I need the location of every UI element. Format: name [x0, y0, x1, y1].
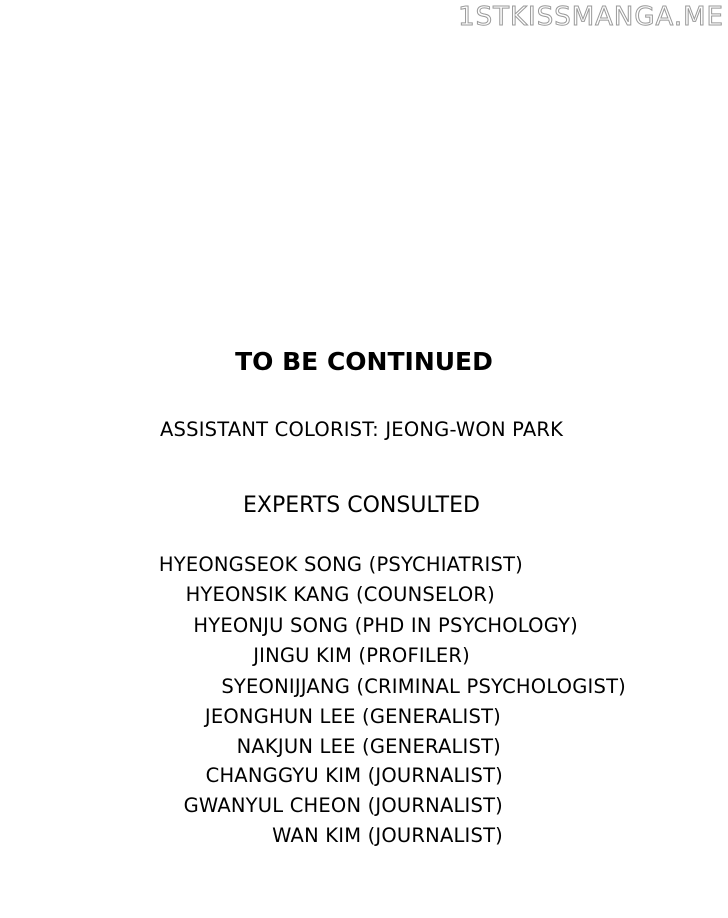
- assistant-colorist-credit: ASSISTANT COLORIST: JEONG-WON PARK: [160, 418, 564, 441]
- experts-heading: EXPERTS CONSULTED: [243, 493, 480, 518]
- expert-credit-line: NAKJUN LEE (GENERALIST): [236, 735, 501, 758]
- expert-credit-line: WAN KIM (JOURNALIST): [272, 824, 503, 847]
- expert-credit-line: HYEONGSEOK SONG (PSYCHIATRIST): [158, 553, 523, 576]
- to-be-continued-title: TO BE CONTINUED: [235, 347, 493, 376]
- expert-credit-line: HYEONJU SONG (PHD IN PSYCHOLOGY): [193, 614, 578, 637]
- expert-credit-line: JINGU KIM (PROFILER): [253, 644, 470, 667]
- expert-credit-line: SYEONIJJANG (CRIMINAL PSYCHOLOGIST): [221, 675, 626, 698]
- expert-credit-line: GWANYUL CHEON (JOURNALIST): [183, 794, 503, 817]
- expert-credit-line: JEONGHUN LEE (GENERALIST): [204, 705, 501, 728]
- expert-credit-line: HYEONSIK KANG (COUNSELOR): [185, 583, 495, 606]
- site-watermark: 1STKISSMANGA.ME: [458, 2, 724, 32]
- expert-credit-line: CHANGGYU KIM (JOURNALIST): [205, 764, 503, 787]
